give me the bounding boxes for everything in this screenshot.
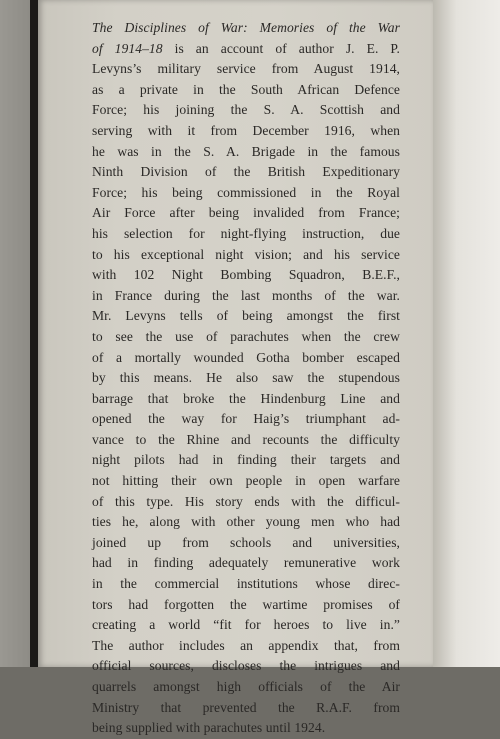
blurb-text-run: being supplied with parachutes until 1924. xyxy=(92,720,326,736)
blurb-text-run: vance to the Rhine and recounts the difficulty xyxy=(92,431,400,447)
blurb-text-run: joined up from schools and universities, xyxy=(92,534,400,550)
blurb-text-run: is an account of author J. E. P. xyxy=(162,40,400,56)
blurb-text-run: not hitting their own people in open warfare xyxy=(92,473,400,489)
blurb-text-run: Ministry that prevented the R.A.F. from xyxy=(92,699,400,715)
blurb-text-run: quarrels amongst high officials of the Air xyxy=(92,679,400,694)
blurb-text-run: opened the way for Haig’s triumphant ad- xyxy=(92,411,400,427)
blurb-line xyxy=(92,286,400,307)
blurb-text-run: Force; his being commissioned in the Royal xyxy=(92,184,400,200)
blurb-line xyxy=(92,636,400,657)
blurb-line xyxy=(92,100,400,121)
blurb-text-run: serving with it from December 1916, when xyxy=(92,122,400,138)
blurb-text-run: in the commercial institutions whose direc- xyxy=(92,576,400,592)
blurb-line xyxy=(92,553,400,574)
blurb-text-run: Levyns’s military service from August 1914, xyxy=(92,61,400,77)
blurb-text-run: his selection for night-flying instruction, due xyxy=(92,225,400,241)
blurb-text-run: he was in the S. A. Brigade in the famous xyxy=(92,143,400,159)
blurb-title-italic: The Disciplines of War: Memories of the War xyxy=(92,20,400,35)
blurb-line xyxy=(92,265,400,286)
blurb-line xyxy=(92,59,400,80)
blurb-line xyxy=(92,718,400,739)
blurb-text-run: of a mortally wounded Gotha bomber escaped xyxy=(92,349,400,365)
blurb-line xyxy=(92,698,400,719)
blurb-line xyxy=(92,224,400,245)
blurb-line xyxy=(92,389,400,410)
blurb-text-run: Mr. Levyns tells of being amongst the first xyxy=(92,308,400,324)
left-margin-background xyxy=(0,0,30,667)
right-page-edge xyxy=(433,0,500,667)
blurb-text-run: barrage that broke the Hindenburg Line and xyxy=(92,390,400,406)
blurb-line xyxy=(92,677,400,698)
blurb-line xyxy=(92,595,400,616)
blurb-line xyxy=(92,430,400,451)
blurb-text-run: as a private in the South African Defence xyxy=(92,81,400,97)
blurb-line xyxy=(92,183,400,204)
blurb-text-run: The author includes an appendix that, from xyxy=(92,637,400,653)
blurb-line xyxy=(92,306,400,327)
blurb-line xyxy=(92,533,400,554)
book-spine-edge xyxy=(30,0,38,667)
blurb-text-run: Force; his joining the S. A. Scottish and xyxy=(92,102,400,118)
blurb-line xyxy=(92,512,400,533)
blurb-title-italic: of 1914–18 xyxy=(92,40,163,56)
blurb-text-run: of this type. His story ends with the difficul- xyxy=(92,493,400,509)
blurb-line xyxy=(92,368,400,389)
blurb-line xyxy=(92,121,400,142)
blurb-line xyxy=(92,203,400,224)
blurb-text-run: creating a world “fit for heroes to live in.” xyxy=(92,617,400,633)
blurb-line xyxy=(92,492,400,513)
blurb-text-run: in France during the last months of the war. xyxy=(92,287,400,303)
blurb-text-run: Air Force after being invalided from France; xyxy=(92,205,400,221)
blurb-line xyxy=(92,18,400,39)
blurb-text-run: to see the use of parachutes when the crew xyxy=(92,328,400,344)
blurb-line xyxy=(92,39,400,60)
blurb-text-run: Ninth Division of the British Expeditionary xyxy=(92,164,400,180)
blurb-line xyxy=(92,615,400,636)
blurb-text-run: official sources, discloses the intrigues and xyxy=(92,658,400,674)
blurb-text-run: by this means. He also saw the stupendous xyxy=(92,370,400,386)
blurb-line xyxy=(92,327,400,348)
blurb-text-run: night pilots had in finding their targets and xyxy=(92,452,400,468)
blurb-text-run: with 102 Night Bombing Squadron, B.E.F., xyxy=(92,267,400,283)
blurb-line xyxy=(92,245,400,266)
blurb-line xyxy=(92,450,400,471)
blurb-line xyxy=(92,471,400,492)
blurb-line xyxy=(92,348,400,369)
blurb-text-run: ties he, along with other young men who had xyxy=(92,514,400,530)
blurb-text-run: had in finding adequately remunerative work xyxy=(92,555,400,571)
blurb-line xyxy=(92,142,400,163)
blurb-line xyxy=(92,80,400,101)
blurb-line xyxy=(92,162,400,183)
book-blurb-text xyxy=(92,18,400,739)
blurb-text-run: to his exceptional night vision; and his service xyxy=(92,246,400,262)
blurb-line xyxy=(92,574,400,595)
blurb-line xyxy=(92,409,400,430)
blurb-text-run: tors had forgotten the wartime promises of xyxy=(92,596,400,612)
